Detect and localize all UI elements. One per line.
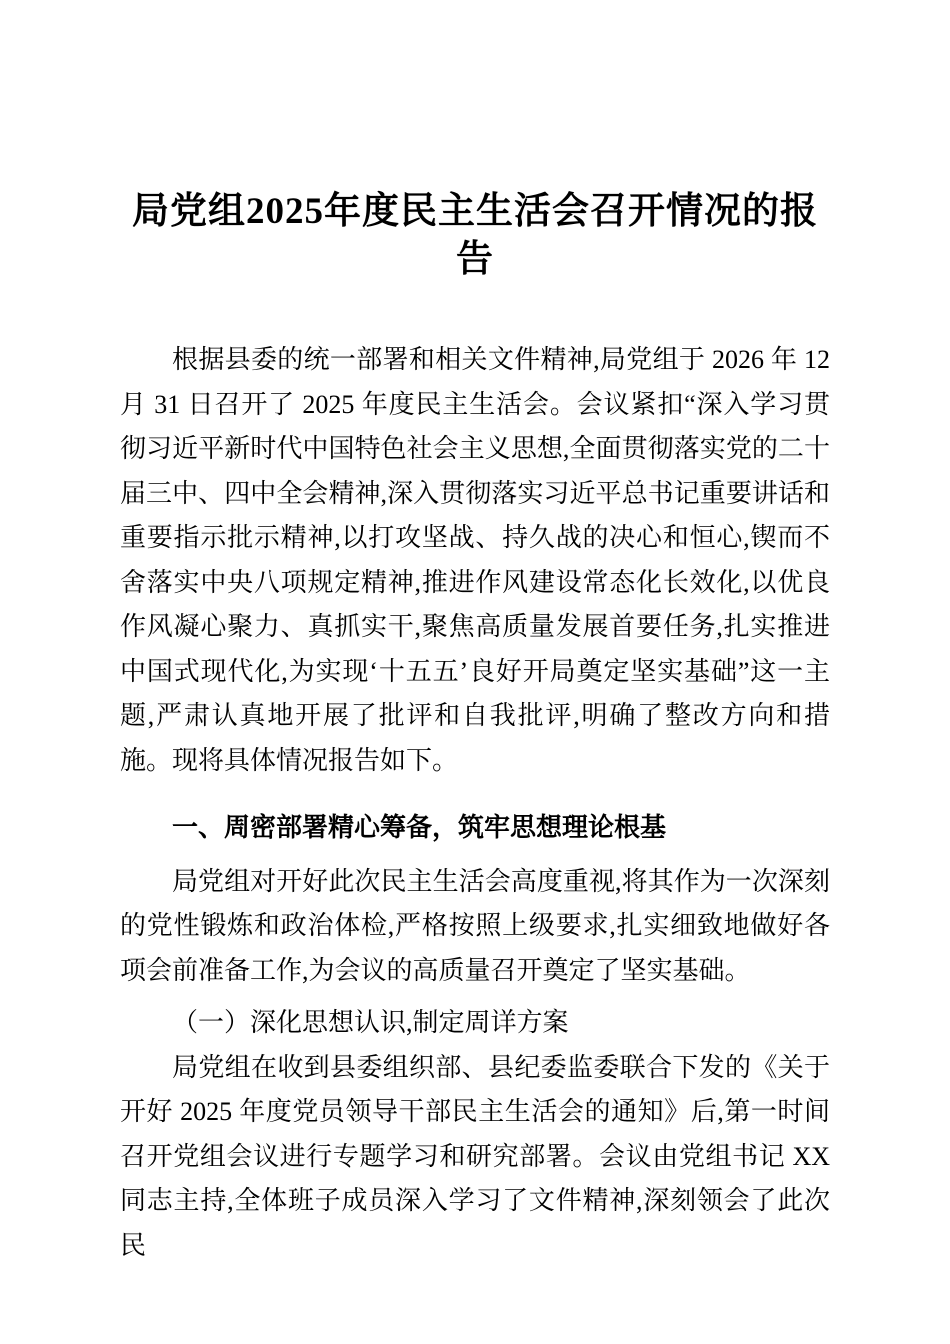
paragraph-sub-section-1-1: 局党组在收到县委组织部、县纪委监委联合下发的《关于开好 2025 年度党员领导干部民主生活会的通知》后,第一时间召开党组会议进行专题学习和研究部署。会议由党组书记 XX 同志主持,全体班子成员深入学习了文件精神,深刻领会了此次民 — [120, 1052, 830, 1260]
report-title: 局党组2025年度民主生活会召开情况的报告 — [132, 191, 818, 280]
section-heading-1: 一、周密部署精心筹备，筑牢思想理论根基 — [172, 812, 667, 842]
paragraph-intro: 根据县委的统一部署和相关文件精神,局党组于 2026 年 12 月 31 日召开了 2025 年度民主生活会。会议紧扣“深入学习贯彻习近平新时代中国特色社会主义思想,全面贯彻落实党的二十届三中、四中全会精神,深入贯彻落实习近平总书记重要讲话和重要指示批示精神,以打攻坚战、持久战的决心和恒心,锲而不舍落实中央八项规定精神,推进作风建设常态化长效化,以优良作风凝心聚力、真抓实干,聚焦高质量发展首要任务,扎实推进中国式现代化,为实现‘十五五’良好开局奠定坚实基础”这一主题,严肃认真地开展了批评和自我批评,明确了整改方向和措施。现将具体情况报告如下。 — [120, 345, 830, 775]
sub-section-heading-1-1: （一）深化思想认识,制定周详方案 — [172, 1008, 569, 1037]
paragraph-section-1-intro: 局党组对开好此次民主生活会高度重视,将其作为一次深刻的党性锻炼和政治体检,严格按照上级要求,扎实细致地做好各项会前准备工作,为会议的高质量召开奠定了坚实基础。 — [120, 866, 830, 985]
